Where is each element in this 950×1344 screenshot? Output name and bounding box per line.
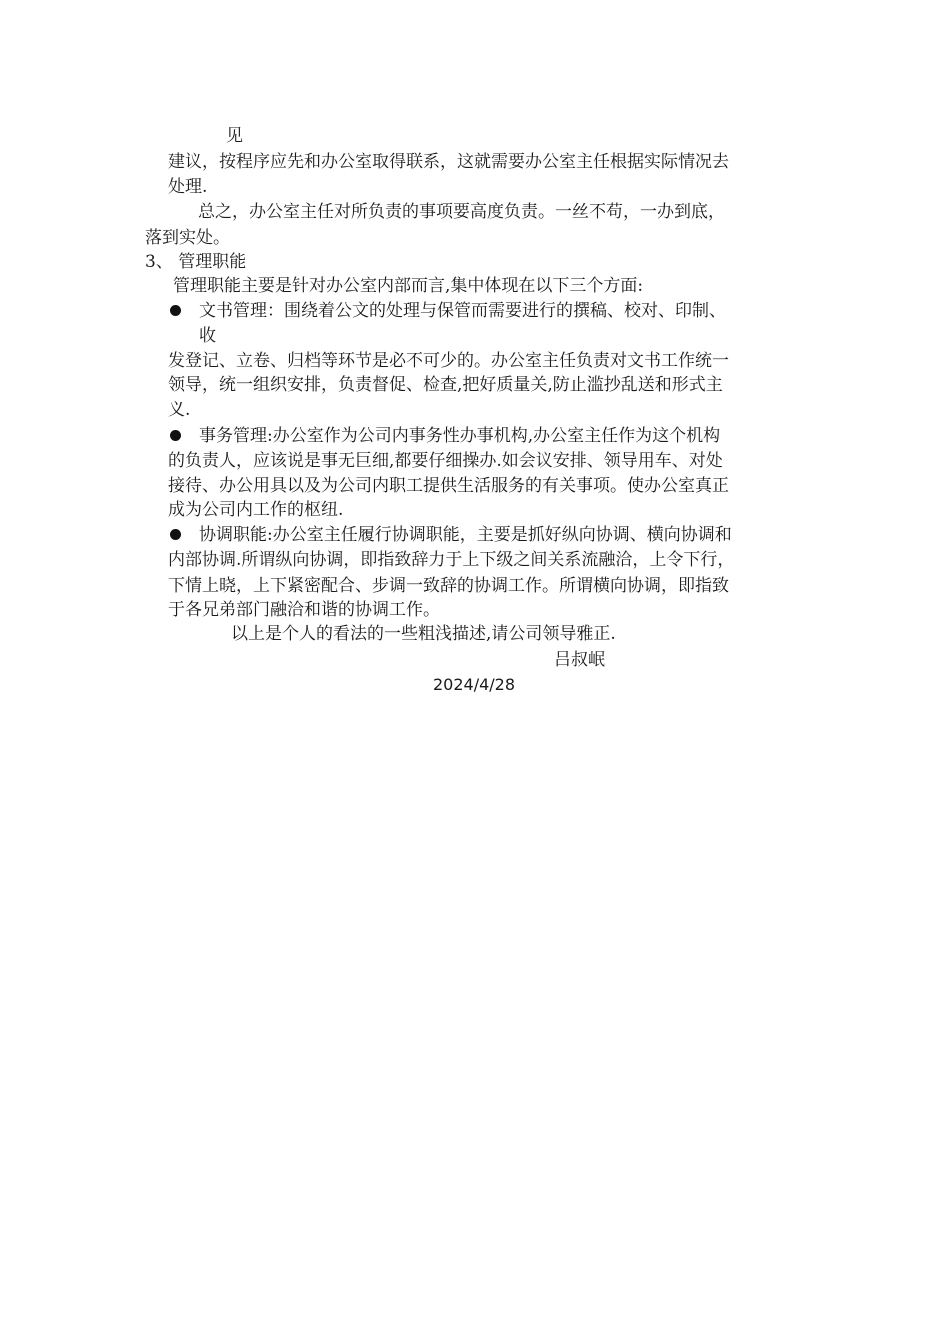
text-line: 处理. xyxy=(168,177,208,197)
text-line: 收 xyxy=(199,326,216,346)
signature: 吕叔岷 xyxy=(554,650,605,670)
section-intro: 管理职能主要是针对办公室内部而言,集中体现在以下三个方面: xyxy=(173,276,644,296)
text-line: 落到实处。 xyxy=(145,228,230,248)
text-line: 内部协调.所谓纵向协调，即指致辞力于上下级之间关系流融洽，上令下行， xyxy=(168,550,735,570)
bullet-item-affairs-management: 事务管理:办公室作为公司内事务性办事机构,办公室主任作为这个机构 xyxy=(199,426,721,446)
bullet-icon xyxy=(170,305,181,316)
date: 2024/4/28 xyxy=(433,675,516,694)
text-line: 领导，统一组织安排，负责督促、检查,把好质量关,防止滥抄乱送和形式主 xyxy=(168,375,723,395)
text-line: 发登记、立卷、归档等环节是必不可少的。办公室主任负责对文书工作统一 xyxy=(168,351,729,371)
text-line: 见 xyxy=(226,126,243,146)
bullet-item-document-management: 文书管理：围绕着公文的处理与保管而需要进行的撰稿、校对、印制、 xyxy=(199,301,726,321)
text-line: 下情上晓，上下紧密配合、步调一致辞的协调工作。所谓横向协调，即指致 xyxy=(168,576,729,596)
text-line: 接待、办公用具以及为公司内职工提供生活服务的有关事项。使办公室真正 xyxy=(168,476,729,496)
bullet-icon xyxy=(170,430,181,441)
text-line: 义. xyxy=(168,400,191,420)
text-line: 建议，按程序应先和办公室取得联系，这就需要办公室主任根据实际情况去 xyxy=(168,152,729,172)
closing-paragraph: 总之，办公室主任对所负责的事项要高度负责。一丝不苟，一办到底， xyxy=(198,202,725,222)
text-line: 的负责人，应该说是事无巨细,都要仔细操办.如会议安排、领导用车、对处 xyxy=(168,451,723,471)
section-heading: 3、 管理职能 xyxy=(145,252,247,272)
closing-remark: 以上是个人的看法的一些粗浅描述,请公司领导雅正. xyxy=(231,624,616,644)
text-line: 于各兄弟部门融洽和谐的协调工作。 xyxy=(168,600,440,620)
text-line: 成为公司内工作的枢纽. xyxy=(168,500,344,520)
bullet-item-coordination: 协调职能:办公室主任履行协调职能，主要是抓好纵向协调、横向协调和 xyxy=(199,525,732,545)
bullet-icon xyxy=(170,529,181,540)
